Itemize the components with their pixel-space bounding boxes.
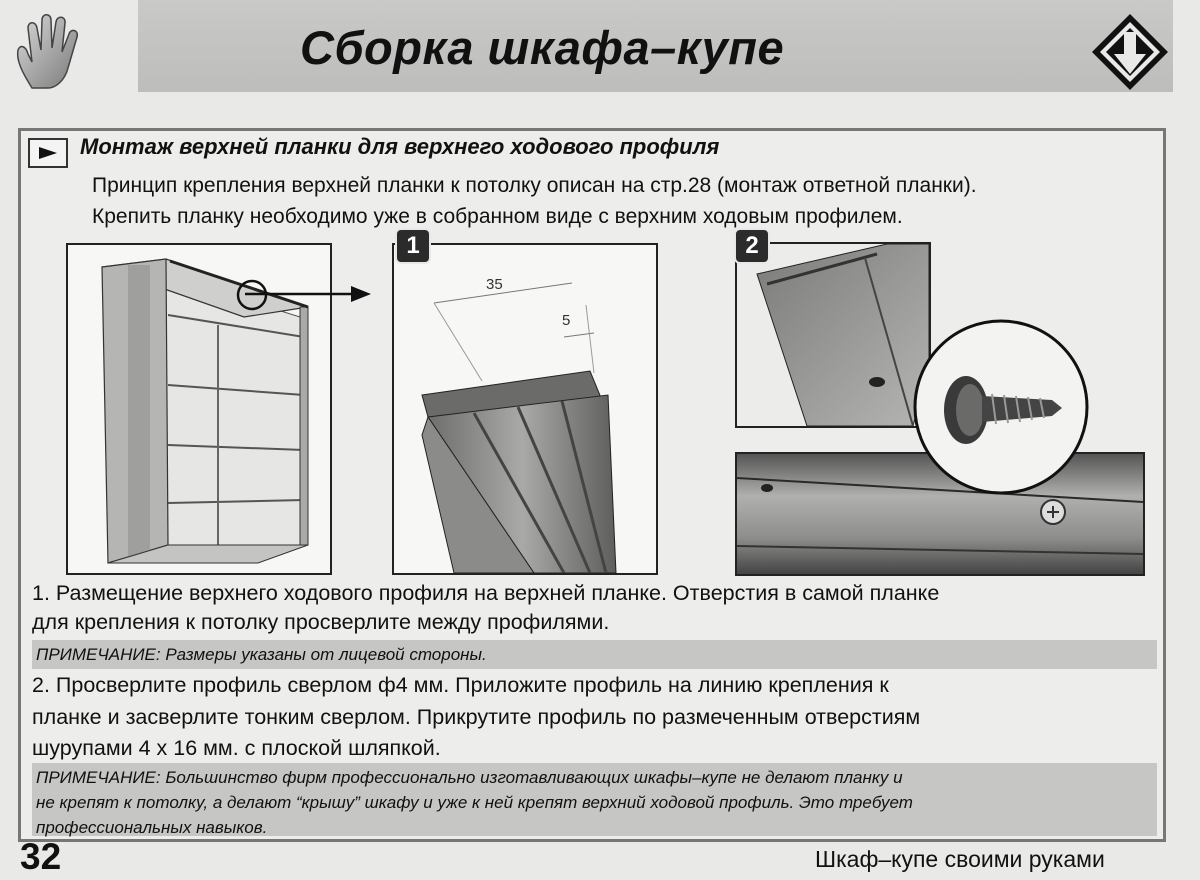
- note-text: профессиональных навыков.: [36, 818, 268, 837]
- play-icon[interactable]: [28, 138, 68, 168]
- callout-arrow-icon: [245, 280, 375, 310]
- note-text: Большинство фирм профессионально изготавливающих шкафы–купе не делают планку и: [165, 768, 903, 787]
- footer-title: Шкаф–купе своими руками: [815, 846, 1105, 872]
- section-heading: Монтаж верхней планки для верхнего ходового профиля: [80, 134, 720, 159]
- hand-icon: [10, 10, 92, 92]
- note-1: [32, 640, 1157, 669]
- step-1-text: для крепления к потолку просверлите между профилями.: [32, 610, 610, 634]
- figure-number-2: 2: [734, 228, 770, 264]
- intro-line: Крепить планку необходимо уже в собранном виде с верхним ходовым профилем.: [92, 205, 903, 228]
- intro-line: Принцип крепления верхней планки к потолку описан на стр.28 (монтаж ответной планки).: [92, 174, 977, 197]
- profile-figure-2: [735, 242, 931, 428]
- step-2-text: шурупами 4 х 16 мм. с плоской шляпкой.: [32, 736, 441, 760]
- note-2: [32, 763, 1157, 836]
- dimension-5: 5: [562, 312, 571, 329]
- page-title: Сборка шкафа–купе: [300, 21, 785, 74]
- note-label: ПРИМЕЧАНИЕ:: [36, 645, 161, 664]
- profile-figure-1: [392, 243, 658, 575]
- step-2-text: 2. Просверлите профиль сверлом ф4 мм. Приложите профиль на линию крепления к: [32, 673, 889, 697]
- page-number: 32: [20, 836, 62, 877]
- dimension-35: 35: [486, 276, 503, 293]
- screw-icon: [912, 318, 1090, 496]
- figure-number-1: 1: [395, 228, 431, 264]
- step-1-text: 1. Размещение верхнего ходового профиля на верхней планке. Отверстия в самой планке: [32, 581, 940, 605]
- navigation-diamond-icon[interactable]: [1090, 12, 1170, 92]
- note-text: не крепят к потолку, а делают “крышу” шкафу и уже к ней крепят верхний ходовой профиль. Это требует: [36, 793, 913, 812]
- step-2-text: планке и засверлите тонким сверлом. Прикрутите профиль по размеченным отверстиям: [32, 705, 921, 729]
- note-label: ПРИМЕЧАНИЕ:: [36, 768, 161, 787]
- note-text: Размеры указаны от лицевой стороны.: [165, 645, 487, 664]
